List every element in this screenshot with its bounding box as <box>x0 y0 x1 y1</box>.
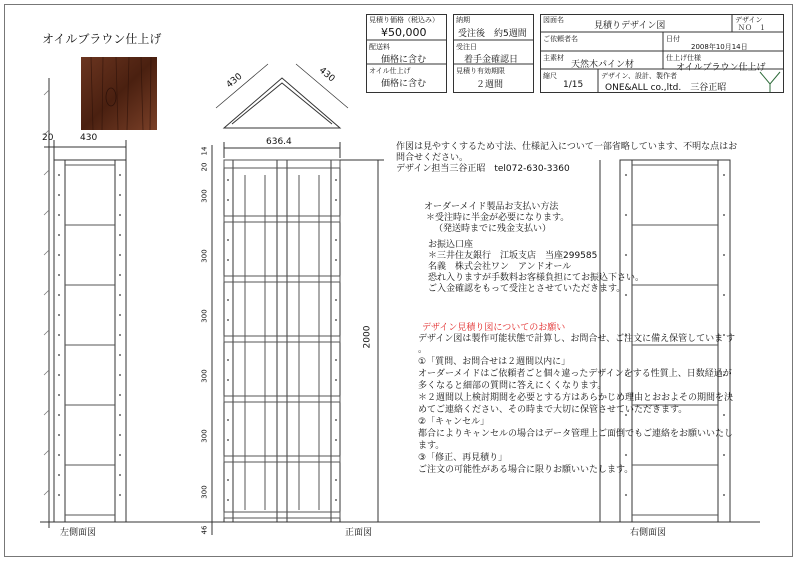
request-line-9: 都合によりキャンセルの場合はデータ管理上ご面倒でもご連絡をお願いいたし <box>418 429 734 439</box>
drawing-name-value: 見積りデザイン図 <box>594 21 666 31</box>
dim-top-14: 14 <box>200 146 209 156</box>
delivery-value: 受注後 約5週間 <box>458 29 527 39</box>
bank-line-2: 名義 株式会社ワン アンドオール <box>428 262 572 272</box>
dim-side-depth: 430 <box>80 133 98 143</box>
design-no-value: ＮＯ １ <box>738 24 766 32</box>
bank-line-3: 恐れ入りますが手数料お客様負担にてお振込下さい。 <box>428 273 645 283</box>
dim-shelf-space-6: 300 <box>200 485 209 499</box>
dim-shelf-thick: 20 <box>200 162 209 172</box>
payment-title: オーダーメイド製品お支払い方法 <box>424 202 559 212</box>
request-line-10: ます。 <box>418 441 445 451</box>
drawing-name-label: 図面名 <box>543 16 564 24</box>
dim-top-left: 430 <box>224 71 245 91</box>
finish-spec-value: オイルブラウン仕上げ <box>676 63 766 73</box>
payment-line-2: （発送時までに残金支払い） <box>434 224 552 234</box>
finish-spec-label: 仕上げ仕様 <box>666 54 701 62</box>
valid-label: 見積り有効期限 <box>456 67 505 75</box>
label-left-view: 左側面図 <box>60 528 97 538</box>
material-value: 天然木パイン材 <box>571 60 635 70</box>
dim-shelf-space-3: 300 <box>200 309 209 323</box>
shipping-value: 価格に含む <box>381 55 427 65</box>
request-line-11: ③「修正、再見積り」 <box>418 453 508 463</box>
dim-total-height: 2000 <box>362 325 373 349</box>
request-line-1: デザイン図は製作可能状態で計算し、お問合せ、ご注文に備え保管していま す <box>418 334 735 344</box>
label-front-view: 正面図 <box>345 528 373 538</box>
delivery-label: 納期 <box>456 16 470 24</box>
scale-value: 1/15 <box>563 80 584 90</box>
request-line-12: ご注文の可能性がある場合に限りお願いいたします。 <box>418 465 634 475</box>
valid-value: ２週間 <box>476 80 504 90</box>
price-value: ¥50,000 <box>381 26 427 39</box>
request-line-6: ＊２週間以上検討期間を必要とする方はあらかじめ理由とおおよその期間を決 <box>418 393 734 403</box>
request-line-4: オーダーメイドはご依頼者ごと個々違ったデザインをする性質上、日数経過が <box>418 369 732 379</box>
request-line-8: ②「キャンセル」 <box>418 417 490 427</box>
material-label: 主素材 <box>543 54 564 62</box>
label-right-view: 右側面図 <box>630 528 667 538</box>
order-date-label: 受注日 <box>456 43 477 51</box>
price-label: 見積り価格（税込み） <box>369 16 439 24</box>
date-label: 日付 <box>666 35 680 43</box>
note-contact: デザイン担当三谷正昭 tel072-630-3360 <box>396 164 570 174</box>
bank-line-1: ＊三井住友銀行 江坂支店 当座299585 <box>428 251 598 261</box>
shipping-label: 配送料 <box>369 43 390 51</box>
request-line-3: ①「質問、お問合せは２週間以内に」 <box>418 357 571 367</box>
dim-shelf-space-5: 300 <box>200 429 209 443</box>
request-line-7: めてご連絡ください、その時まで大切に保管させていただきます。 <box>418 405 688 415</box>
dim-front-width: 636.4 <box>266 137 292 147</box>
bank-line-4: ご入金確認をもって受注とさせていただきます。 <box>428 284 626 294</box>
oil-label: オイル仕上げ <box>369 67 411 75</box>
date-value: 2008年10月14日 <box>691 43 748 51</box>
dim-side-gap: 20 <box>42 133 54 143</box>
payment-line-1: ＊受注時に半金が必要になります。 <box>426 213 570 223</box>
note-line-2: 問合せください。 <box>396 153 469 163</box>
request-line-2: 。 <box>418 345 428 355</box>
client-label: ご依頼者名 <box>543 35 578 43</box>
dim-shelf-space-4: 300 <box>200 369 209 383</box>
oil-value: 価格に含む <box>381 79 427 89</box>
bank-title: お振込口座 <box>428 240 474 250</box>
designer-label: デザイン、設計、製作者 <box>601 72 677 80</box>
finish-title: オイルブラウン仕上げ <box>42 32 162 46</box>
dim-top-right: 430 <box>316 65 337 85</box>
dim-shelf-space-2: 300 <box>200 249 209 263</box>
order-date-value: 着手金確認日 <box>464 55 519 65</box>
designer-value: ONE&ALL co.,ltd. 三谷正昭 <box>605 83 727 93</box>
request-title: デザイン見積り図についてのお願い <box>422 323 566 333</box>
dim-bottom: 46 <box>200 525 209 535</box>
request-line-5: 多くなると細部の質問に答えにくくなります。 <box>418 381 607 391</box>
design-no-label: デザイン <box>735 16 763 24</box>
note-line-1: 作図は見やすくするため寸法、仕様記入について一部省略しています、不明な点はお <box>396 142 738 152</box>
dim-shelf-space-1: 300 <box>200 189 209 203</box>
scale-label: 縮尺 <box>543 72 557 80</box>
